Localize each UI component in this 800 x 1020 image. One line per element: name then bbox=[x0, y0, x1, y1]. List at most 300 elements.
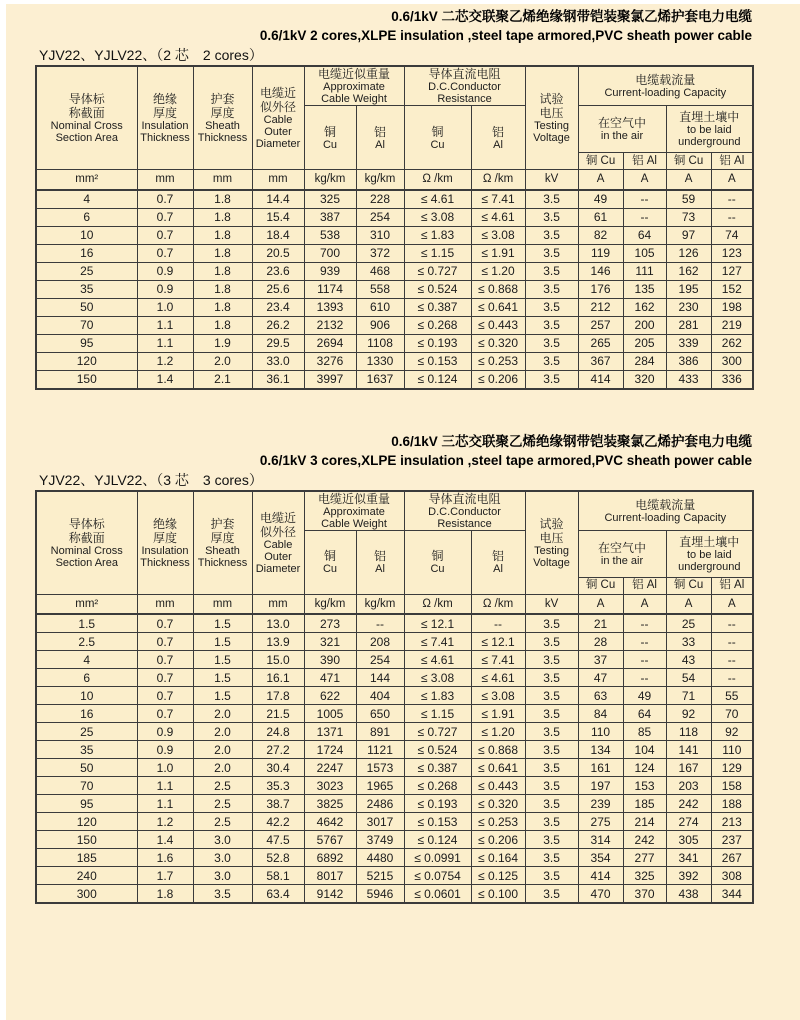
unit-kgkm: kg/km bbox=[356, 170, 404, 190]
cell: 58.1 bbox=[252, 867, 304, 885]
cell: 3.5 bbox=[525, 759, 578, 777]
cell: ≤ 0.524 bbox=[404, 741, 471, 759]
cell: 13.0 bbox=[252, 614, 304, 633]
cell: 1121 bbox=[356, 741, 404, 759]
cell: 73 bbox=[666, 208, 711, 226]
cell: ≤ 1.83 bbox=[404, 687, 471, 705]
cell: 0.7 bbox=[137, 614, 193, 633]
cell: 3.5 bbox=[525, 226, 578, 244]
cell: 153 bbox=[623, 777, 666, 795]
table-row bbox=[36, 651, 753, 669]
cell: 59 bbox=[666, 190, 711, 209]
cell: 47 bbox=[578, 669, 623, 687]
header-capacity-group: 电缆载流量 Current-loading Capacity bbox=[578, 66, 753, 106]
cell: 85 bbox=[623, 723, 666, 741]
cell: 1.5 bbox=[193, 651, 252, 669]
cell: 63.4 bbox=[252, 885, 304, 904]
cell: 144 bbox=[356, 669, 404, 687]
cell: ≤ 12.1 bbox=[471, 633, 525, 651]
cell: 198 bbox=[711, 298, 753, 316]
cell: ≤ 0.727 bbox=[404, 723, 471, 741]
cell: 49 bbox=[623, 687, 666, 705]
cell: 195 bbox=[666, 280, 711, 298]
header-underground: 直埋土壤中 to be laid underground bbox=[666, 106, 753, 153]
cell: 390 bbox=[304, 651, 356, 669]
table-row bbox=[36, 614, 753, 633]
cell: 370 bbox=[623, 885, 666, 904]
cell: ≤ 0.125 bbox=[471, 867, 525, 885]
cell: -- bbox=[711, 614, 753, 633]
cell: 161 bbox=[578, 759, 623, 777]
cell: 0.9 bbox=[137, 723, 193, 741]
cell: 650 bbox=[356, 705, 404, 723]
header-weight-cu: 铜 Cu bbox=[304, 106, 356, 170]
cell: 2.0 bbox=[193, 723, 252, 741]
cell: 1573 bbox=[356, 759, 404, 777]
cell: 38.7 bbox=[252, 795, 304, 813]
cell: 3.5 bbox=[525, 280, 578, 298]
cell: 1.0 bbox=[137, 298, 193, 316]
cell: 0.7 bbox=[137, 190, 193, 209]
cell: 2132 bbox=[304, 316, 356, 334]
table-row bbox=[36, 705, 753, 723]
cell: 622 bbox=[304, 687, 356, 705]
cell: 2.0 bbox=[193, 705, 252, 723]
cell: 1.5 bbox=[193, 687, 252, 705]
cell: 257 bbox=[578, 316, 623, 334]
units-row bbox=[36, 170, 753, 190]
cell: ≤ 3.08 bbox=[404, 208, 471, 226]
header-voltage: 试验 电压 Testing Voltage bbox=[525, 491, 578, 595]
section-3core bbox=[35, 432, 800, 905]
cell: ≤ 0.124 bbox=[404, 831, 471, 849]
cell: 237 bbox=[711, 831, 753, 849]
cell: 26.2 bbox=[252, 316, 304, 334]
cell: 5946 bbox=[356, 885, 404, 904]
header-diameter: 电缆近 似外径 Cable Outer Diameter bbox=[252, 491, 304, 595]
table-row bbox=[36, 316, 753, 334]
cell: 3.5 bbox=[525, 316, 578, 334]
unit-kv: kV bbox=[525, 170, 578, 190]
cell: 61 bbox=[578, 208, 623, 226]
cell: 10 bbox=[36, 226, 137, 244]
cell: ≤ 0.868 bbox=[471, 280, 525, 298]
cell: 1.5 bbox=[193, 614, 252, 633]
header-air-al: 铝 Al bbox=[623, 153, 666, 170]
cell: 212 bbox=[578, 298, 623, 316]
cell: ≤ 0.387 bbox=[404, 298, 471, 316]
cell: 17.8 bbox=[252, 687, 304, 705]
unit-kgkm: kg/km bbox=[304, 594, 356, 614]
cell: 3.5 bbox=[525, 298, 578, 316]
table-row bbox=[36, 352, 753, 370]
cell: 1.8 bbox=[193, 262, 252, 280]
cell: 16.1 bbox=[252, 669, 304, 687]
cell: 29.5 bbox=[252, 334, 304, 352]
table-row bbox=[36, 885, 753, 904]
cell: 3.5 bbox=[193, 885, 252, 904]
cell: 3.5 bbox=[525, 614, 578, 633]
cell: 262 bbox=[711, 334, 753, 352]
cell: 219 bbox=[711, 316, 753, 334]
table-body-3core bbox=[36, 614, 753, 903]
cell: 891 bbox=[356, 723, 404, 741]
cell: ≤ 0.0991 bbox=[404, 849, 471, 867]
cell: 118 bbox=[666, 723, 711, 741]
cell: 52.8 bbox=[252, 849, 304, 867]
header-und-al: 铝 Al bbox=[711, 153, 753, 170]
cell: 344 bbox=[711, 885, 753, 904]
cell: ≤ 4.61 bbox=[471, 208, 525, 226]
cell: ≤ 0.268 bbox=[404, 316, 471, 334]
table-row bbox=[36, 244, 753, 262]
table-row bbox=[36, 280, 753, 298]
cell: 3825 bbox=[304, 795, 356, 813]
header-resistance-group: 导体直流电阻 D.C.Conductor Resistance bbox=[404, 66, 525, 106]
cell: 240 bbox=[36, 867, 137, 885]
unit-mm: mm bbox=[137, 594, 193, 614]
cell: 35 bbox=[36, 741, 137, 759]
cell: 0.7 bbox=[137, 226, 193, 244]
cell: 162 bbox=[666, 262, 711, 280]
cell: ≤ 4.61 bbox=[471, 669, 525, 687]
cell: 33 bbox=[666, 633, 711, 651]
cell: 239 bbox=[578, 795, 623, 813]
cell: 470 bbox=[578, 885, 623, 904]
cell: 28 bbox=[578, 633, 623, 651]
table-row bbox=[36, 298, 753, 316]
cell: 152 bbox=[711, 280, 753, 298]
cell: 242 bbox=[623, 831, 666, 849]
cell: 200 bbox=[623, 316, 666, 334]
header-sheath: 护套 厚度 Sheath Thickness bbox=[193, 66, 252, 170]
unit-mm: mm bbox=[252, 594, 304, 614]
cell: 213 bbox=[711, 813, 753, 831]
cell: 3.5 bbox=[525, 687, 578, 705]
unit-mm: mm bbox=[137, 170, 193, 190]
cell: ≤ 0.641 bbox=[471, 759, 525, 777]
header-nominal-section: 导体标 称截面 Nominal Cross Section Area bbox=[36, 491, 137, 595]
header-in-air: 在空气中 in the air bbox=[578, 530, 666, 577]
cell: 2.1 bbox=[193, 370, 252, 389]
header-diameter: 电缆近 似外径 Cable Outer Diameter bbox=[252, 66, 304, 170]
cell: 230 bbox=[666, 298, 711, 316]
cell: 0.7 bbox=[137, 705, 193, 723]
unit-mm: mm bbox=[193, 170, 252, 190]
model-line-2core: YJV22、YJLV22、（2 芯 2 cores） bbox=[39, 47, 263, 63]
cell: 277 bbox=[623, 849, 666, 867]
header-resistance-cu: 铜 Cu bbox=[404, 106, 471, 170]
unit-a: A bbox=[666, 170, 711, 190]
title-block-2core bbox=[35, 7, 752, 65]
cell: 1.6 bbox=[137, 849, 193, 867]
cell: 1.2 bbox=[137, 813, 193, 831]
cell: 906 bbox=[356, 316, 404, 334]
cell: 367 bbox=[578, 352, 623, 370]
cell: ≤ 0.100 bbox=[471, 885, 525, 904]
table-row bbox=[36, 226, 753, 244]
cell: 2486 bbox=[356, 795, 404, 813]
cell: 1.5 bbox=[193, 669, 252, 687]
cell: 55 bbox=[711, 687, 753, 705]
cell: 92 bbox=[711, 723, 753, 741]
cell: -- bbox=[623, 614, 666, 633]
cell: 254 bbox=[356, 208, 404, 226]
cell: 30.4 bbox=[252, 759, 304, 777]
cell: 3.5 bbox=[525, 334, 578, 352]
unit-mm: mm bbox=[193, 594, 252, 614]
cell: ≤ 3.08 bbox=[471, 687, 525, 705]
cell: 1.4 bbox=[137, 370, 193, 389]
table-row bbox=[36, 849, 753, 867]
cell: 3.5 bbox=[525, 705, 578, 723]
cell: 129 bbox=[711, 759, 753, 777]
cell: 4 bbox=[36, 651, 137, 669]
cell: ≤ 1.91 bbox=[471, 705, 525, 723]
cell: 24.8 bbox=[252, 723, 304, 741]
cell: 188 bbox=[711, 795, 753, 813]
cell: ≤ 1.20 bbox=[471, 262, 525, 280]
cell: 18.4 bbox=[252, 226, 304, 244]
cell: 134 bbox=[578, 741, 623, 759]
cell: ≤ 0.443 bbox=[471, 316, 525, 334]
cell: 6 bbox=[36, 208, 137, 226]
table-row bbox=[36, 759, 753, 777]
cell: 2247 bbox=[304, 759, 356, 777]
cell: 97 bbox=[666, 226, 711, 244]
cell: 267 bbox=[711, 849, 753, 867]
cell: 2.0 bbox=[193, 741, 252, 759]
unit-a: A bbox=[623, 594, 666, 614]
table-row bbox=[36, 831, 753, 849]
cell: 1.8 bbox=[193, 244, 252, 262]
units-row bbox=[36, 594, 753, 614]
cell: -- bbox=[711, 669, 753, 687]
cell: 70 bbox=[36, 777, 137, 795]
cell: -- bbox=[471, 614, 525, 633]
title-en-3core: 0.6/1kV 3 cores,XLPE insulation ,steel tape armored,PVC sheath power cable bbox=[259, 452, 752, 468]
cell: 47.5 bbox=[252, 831, 304, 849]
cell: 63 bbox=[578, 687, 623, 705]
cell: ≤ 12.1 bbox=[404, 614, 471, 633]
cell: 4480 bbox=[356, 849, 404, 867]
header-voltage: 试验 电压 Testing Voltage bbox=[525, 66, 578, 170]
cell: 146 bbox=[578, 262, 623, 280]
header-air-al: 铝 Al bbox=[623, 577, 666, 594]
cell: 74 bbox=[711, 226, 753, 244]
header-nominal-section: 导体标 称截面 Nominal Cross Section Area bbox=[36, 66, 137, 170]
cell: 438 bbox=[666, 885, 711, 904]
cell: 314 bbox=[578, 831, 623, 849]
cell: -- bbox=[623, 190, 666, 209]
cell: 228 bbox=[356, 190, 404, 209]
cell: 0.9 bbox=[137, 280, 193, 298]
cell: 3.5 bbox=[525, 741, 578, 759]
cell: 185 bbox=[36, 849, 137, 867]
page-content bbox=[6, 4, 800, 904]
cell: 95 bbox=[36, 795, 137, 813]
cell: 3.5 bbox=[525, 723, 578, 741]
cell: 1724 bbox=[304, 741, 356, 759]
cell: 3.5 bbox=[525, 262, 578, 280]
cell: 1371 bbox=[304, 723, 356, 741]
cell: 2.5 bbox=[193, 795, 252, 813]
cell: 110 bbox=[578, 723, 623, 741]
cell: 25.6 bbox=[252, 280, 304, 298]
cell: 1393 bbox=[304, 298, 356, 316]
header-resistance-group: 导体直流电阻 D.C.Conductor Resistance bbox=[404, 491, 525, 531]
cell: 1.0 bbox=[137, 759, 193, 777]
cell: 3.0 bbox=[193, 849, 252, 867]
cell: 70 bbox=[36, 316, 137, 334]
cell: 15.4 bbox=[252, 208, 304, 226]
cell: ≤ 0.320 bbox=[471, 334, 525, 352]
table-row bbox=[36, 741, 753, 759]
cell: 95 bbox=[36, 334, 137, 352]
cell: 0.9 bbox=[137, 741, 193, 759]
cell: 3.5 bbox=[525, 208, 578, 226]
cell: ≤ 0.524 bbox=[404, 280, 471, 298]
cell: 49 bbox=[578, 190, 623, 209]
cell: 433 bbox=[666, 370, 711, 389]
unit-mm2: mm² bbox=[36, 170, 137, 190]
spec-table-3core bbox=[35, 490, 754, 905]
unit-mm2: mm² bbox=[36, 594, 137, 614]
cell: ≤ 0.164 bbox=[471, 849, 525, 867]
cell: 92 bbox=[666, 705, 711, 723]
cell: 471 bbox=[304, 669, 356, 687]
cell: 126 bbox=[666, 244, 711, 262]
cell: 3.5 bbox=[525, 370, 578, 389]
header-insulation: 绝缘 厚度 Insulation Thickness bbox=[137, 66, 193, 170]
title-zh-3core: 0.6/1kV 三芯交联聚乙烯绝缘钢带铠装聚氯乙烯护套电力电缆 bbox=[391, 433, 752, 449]
cell: 3.5 bbox=[525, 849, 578, 867]
table-row bbox=[36, 262, 753, 280]
cell: 3.0 bbox=[193, 831, 252, 849]
cell: ≤ 0.253 bbox=[471, 352, 525, 370]
cell: 1.8 bbox=[193, 316, 252, 334]
cell: 50 bbox=[36, 759, 137, 777]
cell: 3.5 bbox=[525, 813, 578, 831]
cell: 6892 bbox=[304, 849, 356, 867]
unit-ohmkm: Ω /km bbox=[471, 170, 525, 190]
cell: 33.0 bbox=[252, 352, 304, 370]
table-body-2core bbox=[36, 190, 753, 389]
cell: 325 bbox=[304, 190, 356, 209]
cell: 0.7 bbox=[137, 208, 193, 226]
cell: 42.2 bbox=[252, 813, 304, 831]
table-row bbox=[36, 795, 753, 813]
unit-a: A bbox=[578, 594, 623, 614]
cell: 1108 bbox=[356, 334, 404, 352]
cell: 123 bbox=[711, 244, 753, 262]
cell: 2.5 bbox=[193, 777, 252, 795]
cell: 208 bbox=[356, 633, 404, 651]
cell: 36.1 bbox=[252, 370, 304, 389]
cell: 111 bbox=[623, 262, 666, 280]
cell: 203 bbox=[666, 777, 711, 795]
cell: 1.8 bbox=[193, 280, 252, 298]
section-2core bbox=[35, 7, 800, 390]
cell: -- bbox=[623, 633, 666, 651]
cell: 305 bbox=[666, 831, 711, 849]
cell: 339 bbox=[666, 334, 711, 352]
cell: ≤ 0.868 bbox=[471, 741, 525, 759]
cell: -- bbox=[711, 651, 753, 669]
cell: 4 bbox=[36, 190, 137, 209]
cell: 82 bbox=[578, 226, 623, 244]
cell: ≤ 7.41 bbox=[471, 651, 525, 669]
cell: 110 bbox=[711, 741, 753, 759]
cell: 10 bbox=[36, 687, 137, 705]
cell: 1637 bbox=[356, 370, 404, 389]
cell: 150 bbox=[36, 370, 137, 389]
cell: 54 bbox=[666, 669, 711, 687]
cell: 84 bbox=[578, 705, 623, 723]
cell: 2.5 bbox=[193, 813, 252, 831]
cell: -- bbox=[711, 208, 753, 226]
cell: 1.1 bbox=[137, 316, 193, 334]
cell: 120 bbox=[36, 352, 137, 370]
cell: 1.5 bbox=[193, 633, 252, 651]
cell: 3276 bbox=[304, 352, 356, 370]
cell: ≤ 3.08 bbox=[471, 226, 525, 244]
table-row bbox=[36, 867, 753, 885]
cell: ≤ 0.153 bbox=[404, 352, 471, 370]
cell: 1330 bbox=[356, 352, 404, 370]
cell: 372 bbox=[356, 244, 404, 262]
cell: 176 bbox=[578, 280, 623, 298]
header-in-air: 在空气中 in the air bbox=[578, 106, 666, 153]
cell: 1.4 bbox=[137, 831, 193, 849]
table-header bbox=[36, 491, 753, 615]
cell: 197 bbox=[578, 777, 623, 795]
cell: 0.7 bbox=[137, 687, 193, 705]
cell: 341 bbox=[666, 849, 711, 867]
unit-ohmkm: Ω /km bbox=[404, 170, 471, 190]
table-row bbox=[36, 370, 753, 389]
cell: 205 bbox=[623, 334, 666, 352]
cell: 1.2 bbox=[137, 352, 193, 370]
cell: ≤ 0.206 bbox=[471, 370, 525, 389]
cell: 25 bbox=[36, 262, 137, 280]
cell: 1.1 bbox=[137, 795, 193, 813]
unit-mm: mm bbox=[252, 170, 304, 190]
cell: ≤ 0.0601 bbox=[404, 885, 471, 904]
table-row bbox=[36, 190, 753, 209]
cell: ≤ 0.0754 bbox=[404, 867, 471, 885]
cell: ≤ 0.206 bbox=[471, 831, 525, 849]
cell: 23.4 bbox=[252, 298, 304, 316]
cell: 3017 bbox=[356, 813, 404, 831]
table-row bbox=[36, 633, 753, 651]
page-panel bbox=[6, 4, 800, 1020]
cell: 3.5 bbox=[525, 777, 578, 795]
cell: 3997 bbox=[304, 370, 356, 389]
cell: 3.5 bbox=[525, 885, 578, 904]
cell: 468 bbox=[356, 262, 404, 280]
cell: 3.5 bbox=[525, 352, 578, 370]
cell: 43 bbox=[666, 651, 711, 669]
cell: 14.4 bbox=[252, 190, 304, 209]
title-zh-2core: 0.6/1kV 二芯交联聚乙烯绝缘钢带铠装聚氯乙烯护套电力电缆 bbox=[391, 9, 752, 24]
cell: 15.0 bbox=[252, 651, 304, 669]
cell: 300 bbox=[711, 352, 753, 370]
cell: 1965 bbox=[356, 777, 404, 795]
model-line-3core: YJV22、YJLV22、（3 芯 3 cores） bbox=[39, 471, 263, 488]
cell: ≤ 4.61 bbox=[404, 651, 471, 669]
cell: 320 bbox=[623, 370, 666, 389]
